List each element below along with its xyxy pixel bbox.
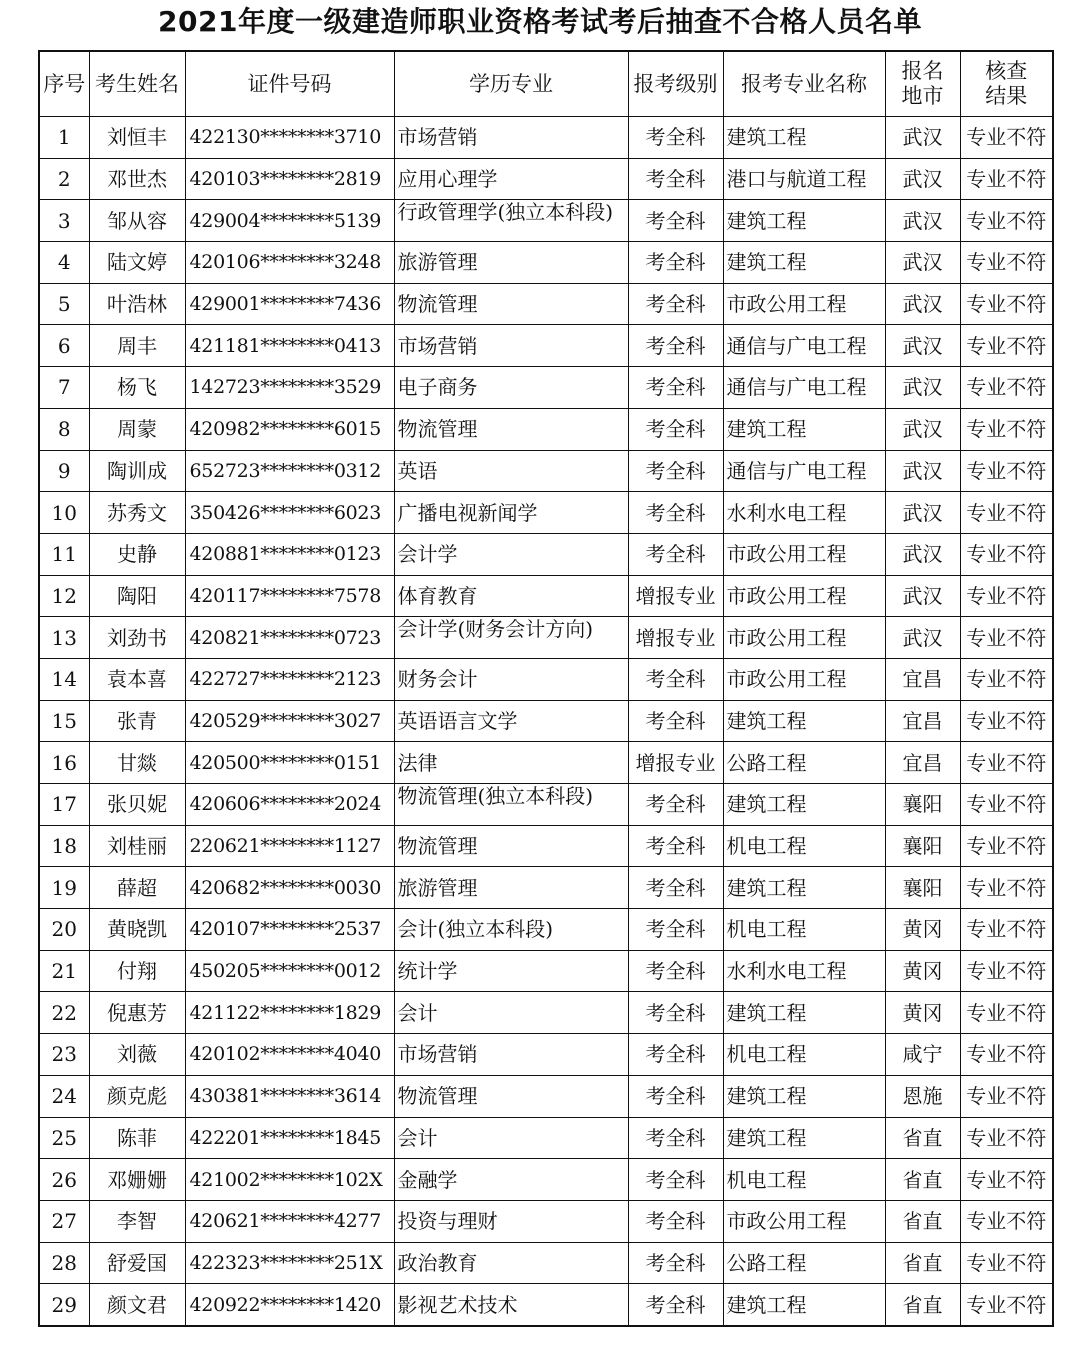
table-row bbox=[39, 575, 1053, 617]
cell-city: 恩施 bbox=[885, 1075, 960, 1117]
cell-id: 420821********0723 bbox=[185, 617, 394, 659]
cell-specialty: 市政公用工程 bbox=[723, 283, 885, 325]
cell-id: 422727********2123 bbox=[185, 658, 394, 700]
cell-city: 黄冈 bbox=[885, 992, 960, 1034]
cell-name: 陈菲 bbox=[89, 1117, 185, 1159]
cell-result: 专业不符 bbox=[960, 1117, 1053, 1159]
cell-education: 应用心理学 bbox=[394, 158, 628, 200]
cell-specialty: 通信与广电工程 bbox=[723, 367, 885, 409]
cell-no: 14 bbox=[39, 658, 89, 700]
table-body bbox=[39, 117, 1053, 1326]
cell-city: 武汉 bbox=[885, 492, 960, 534]
table-row bbox=[39, 1075, 1053, 1117]
table-row bbox=[39, 1034, 1053, 1076]
cell-id: 420881********0123 bbox=[185, 533, 394, 575]
cell-level: 考全科 bbox=[628, 242, 723, 284]
cell-no: 4 bbox=[39, 242, 89, 284]
cell-name: 邓姗姗 bbox=[89, 1159, 185, 1201]
cell-no: 3 bbox=[39, 200, 89, 242]
cell-no: 23 bbox=[39, 1034, 89, 1076]
cell-result: 专业不符 bbox=[960, 700, 1053, 742]
cell-result: 专业不符 bbox=[960, 117, 1053, 159]
cell-no: 6 bbox=[39, 325, 89, 367]
table-row bbox=[39, 325, 1053, 367]
cell-education: 影视艺术技术 bbox=[394, 1284, 628, 1326]
cell-id: 652723********0312 bbox=[185, 450, 394, 492]
cell-id: 420103********2819 bbox=[185, 158, 394, 200]
table-row bbox=[39, 158, 1053, 200]
cell-result: 专业不符 bbox=[960, 742, 1053, 784]
cell-result: 专业不符 bbox=[960, 617, 1053, 659]
cell-no: 27 bbox=[39, 1200, 89, 1242]
cell-education: 物流管理 bbox=[394, 825, 628, 867]
cell-city: 黄冈 bbox=[885, 909, 960, 951]
cell-name: 叶浩林 bbox=[89, 283, 185, 325]
cell-id: 429004********5139 bbox=[185, 200, 394, 242]
table-row bbox=[39, 1200, 1053, 1242]
cell-city: 武汉 bbox=[885, 450, 960, 492]
cell-id: 430381********3614 bbox=[185, 1075, 394, 1117]
cell-city: 宜昌 bbox=[885, 742, 960, 784]
cell-level: 考全科 bbox=[628, 909, 723, 951]
table-row bbox=[39, 283, 1053, 325]
cell-id: 420922********1420 bbox=[185, 1284, 394, 1326]
cell-specialty: 市政公用工程 bbox=[723, 575, 885, 617]
cell-name: 陶阳 bbox=[89, 575, 185, 617]
cell-specialty: 建筑工程 bbox=[723, 200, 885, 242]
table-row bbox=[39, 909, 1053, 951]
cell-specialty: 港口与航道工程 bbox=[723, 158, 885, 200]
cell-level: 考全科 bbox=[628, 1242, 723, 1284]
cell-no: 2 bbox=[39, 158, 89, 200]
cell-specialty: 市政公用工程 bbox=[723, 617, 885, 659]
cell-result: 专业不符 bbox=[960, 909, 1053, 951]
cell-level: 考全科 bbox=[628, 1075, 723, 1117]
cell-city: 咸宁 bbox=[885, 1034, 960, 1076]
cell-education: 旅游管理 bbox=[394, 242, 628, 284]
table-row bbox=[39, 617, 1053, 659]
cell-no: 21 bbox=[39, 950, 89, 992]
cell-specialty: 通信与广电工程 bbox=[723, 450, 885, 492]
results-table bbox=[38, 50, 1054, 1327]
cell-education: 物流管理 bbox=[394, 1075, 628, 1117]
cell-level: 考全科 bbox=[628, 450, 723, 492]
cell-result: 专业不符 bbox=[960, 533, 1053, 575]
cell-result: 专业不符 bbox=[960, 658, 1053, 700]
table-header bbox=[39, 51, 1053, 117]
cell-specialty: 建筑工程 bbox=[723, 242, 885, 284]
cell-level: 考全科 bbox=[628, 992, 723, 1034]
cell-no: 24 bbox=[39, 1075, 89, 1117]
cell-city: 武汉 bbox=[885, 117, 960, 159]
cell-specialty: 建筑工程 bbox=[723, 117, 885, 159]
cell-name: 张贝妮 bbox=[89, 784, 185, 826]
cell-result: 专业不符 bbox=[960, 325, 1053, 367]
table-row bbox=[39, 992, 1053, 1034]
cell-education: 行政管理学(独立本科段) bbox=[394, 200, 628, 242]
cell-result: 专业不符 bbox=[960, 950, 1053, 992]
cell-level: 考全科 bbox=[628, 325, 723, 367]
cell-level: 考全科 bbox=[628, 283, 723, 325]
cell-city: 武汉 bbox=[885, 533, 960, 575]
cell-id: 420982********6015 bbox=[185, 408, 394, 450]
cell-city: 省直 bbox=[885, 1200, 960, 1242]
cell-id: 420621********4277 bbox=[185, 1200, 394, 1242]
table-row bbox=[39, 200, 1053, 242]
cell-name: 刘劲书 bbox=[89, 617, 185, 659]
cell-level: 考全科 bbox=[628, 492, 723, 534]
cell-result: 专业不符 bbox=[960, 867, 1053, 909]
cell-education: 物流管理 bbox=[394, 408, 628, 450]
cell-id: 220621********1127 bbox=[185, 825, 394, 867]
cell-city: 武汉 bbox=[885, 283, 960, 325]
cell-no: 8 bbox=[39, 408, 89, 450]
table-row bbox=[39, 1284, 1053, 1326]
cell-result: 专业不符 bbox=[960, 408, 1053, 450]
cell-no: 28 bbox=[39, 1242, 89, 1284]
page-title: 2021年度一级建造师职业资格考试考后抽查不合格人员名单 bbox=[158, 5, 922, 38]
cell-name: 薛超 bbox=[89, 867, 185, 909]
cell-name: 李智 bbox=[89, 1200, 185, 1242]
cell-result: 专业不符 bbox=[960, 1034, 1053, 1076]
cell-no: 13 bbox=[39, 617, 89, 659]
cell-no: 10 bbox=[39, 492, 89, 534]
cell-name: 刘恒丰 bbox=[89, 117, 185, 159]
cell-name: 邹从容 bbox=[89, 200, 185, 242]
cell-education: 会计 bbox=[394, 992, 628, 1034]
cell-result: 专业不符 bbox=[960, 1075, 1053, 1117]
cell-specialty: 市政公用工程 bbox=[723, 533, 885, 575]
cell-id: 420107********2537 bbox=[185, 909, 394, 951]
table-row bbox=[39, 1159, 1053, 1201]
cell-result: 专业不符 bbox=[960, 450, 1053, 492]
cell-no: 19 bbox=[39, 867, 89, 909]
cell-level: 考全科 bbox=[628, 158, 723, 200]
cell-city: 武汉 bbox=[885, 242, 960, 284]
cell-no: 7 bbox=[39, 367, 89, 409]
cell-city: 黄冈 bbox=[885, 950, 960, 992]
cell-specialty: 建筑工程 bbox=[723, 1284, 885, 1326]
cell-education: 英语 bbox=[394, 450, 628, 492]
cell-level: 考全科 bbox=[628, 825, 723, 867]
cell-city: 武汉 bbox=[885, 200, 960, 242]
cell-education: 政治教育 bbox=[394, 1242, 628, 1284]
cell-level: 考全科 bbox=[628, 533, 723, 575]
cell-specialty: 建筑工程 bbox=[723, 408, 885, 450]
cell-education: 物流管理 bbox=[394, 283, 628, 325]
cell-result: 专业不符 bbox=[960, 575, 1053, 617]
table-row bbox=[39, 533, 1053, 575]
table-row bbox=[39, 700, 1053, 742]
cell-no: 16 bbox=[39, 742, 89, 784]
table-row bbox=[39, 658, 1053, 700]
cell-education: 旅游管理 bbox=[394, 867, 628, 909]
cell-education: 统计学 bbox=[394, 950, 628, 992]
table-row bbox=[39, 784, 1053, 826]
cell-name: 刘薇 bbox=[89, 1034, 185, 1076]
cell-name: 苏秀文 bbox=[89, 492, 185, 534]
table-row bbox=[39, 950, 1053, 992]
cell-specialty: 市政公用工程 bbox=[723, 1200, 885, 1242]
cell-specialty: 建筑工程 bbox=[723, 1075, 885, 1117]
cell-specialty: 建筑工程 bbox=[723, 992, 885, 1034]
cell-id: 420529********3027 bbox=[185, 700, 394, 742]
cell-no: 20 bbox=[39, 909, 89, 951]
cell-name: 史静 bbox=[89, 533, 185, 575]
table-row bbox=[39, 242, 1053, 284]
header-no: 序号 bbox=[39, 51, 89, 117]
cell-result: 专业不符 bbox=[960, 992, 1053, 1034]
cell-level: 考全科 bbox=[628, 867, 723, 909]
cell-level: 增报专业 bbox=[628, 575, 723, 617]
cell-specialty: 机电工程 bbox=[723, 825, 885, 867]
cell-education: 法律 bbox=[394, 742, 628, 784]
cell-no: 18 bbox=[39, 825, 89, 867]
cell-result: 专业不符 bbox=[960, 367, 1053, 409]
header-name: 考生姓名 bbox=[89, 51, 185, 117]
cell-city: 武汉 bbox=[885, 617, 960, 659]
cell-name: 杨飞 bbox=[89, 367, 185, 409]
cell-no: 17 bbox=[39, 784, 89, 826]
cell-level: 考全科 bbox=[628, 117, 723, 159]
cell-no: 29 bbox=[39, 1284, 89, 1326]
cell-id: 420500********0151 bbox=[185, 742, 394, 784]
cell-specialty: 市政公用工程 bbox=[723, 658, 885, 700]
header-row bbox=[39, 51, 1053, 117]
cell-education: 电子商务 bbox=[394, 367, 628, 409]
cell-no: 11 bbox=[39, 533, 89, 575]
cell-name: 甘燚 bbox=[89, 742, 185, 784]
cell-id: 422201********1845 bbox=[185, 1117, 394, 1159]
cell-result: 专业不符 bbox=[960, 825, 1053, 867]
cell-name: 刘桂丽 bbox=[89, 825, 185, 867]
table-row bbox=[39, 825, 1053, 867]
cell-id: 420106********3248 bbox=[185, 242, 394, 284]
cell-name: 陆文婷 bbox=[89, 242, 185, 284]
cell-city: 襄阳 bbox=[885, 784, 960, 826]
table-row bbox=[39, 450, 1053, 492]
cell-result: 专业不符 bbox=[960, 283, 1053, 325]
cell-name: 倪惠芳 bbox=[89, 992, 185, 1034]
cell-city: 武汉 bbox=[885, 367, 960, 409]
cell-level: 增报专业 bbox=[628, 742, 723, 784]
cell-result: 专业不符 bbox=[960, 1242, 1053, 1284]
cell-specialty: 机电工程 bbox=[723, 1034, 885, 1076]
cell-education: 会计学 bbox=[394, 533, 628, 575]
cell-specialty: 公路工程 bbox=[723, 742, 885, 784]
cell-result: 专业不符 bbox=[960, 1159, 1053, 1201]
cell-education: 物流管理(独立本科段) bbox=[394, 784, 628, 826]
cell-level: 考全科 bbox=[628, 1117, 723, 1159]
cell-name: 黄晓凯 bbox=[89, 909, 185, 951]
cell-result: 专业不符 bbox=[960, 1200, 1053, 1242]
cell-education: 会计 bbox=[394, 1117, 628, 1159]
cell-level: 考全科 bbox=[628, 1034, 723, 1076]
cell-id: 421002********102X bbox=[185, 1159, 394, 1201]
cell-education: 广播电视新闻学 bbox=[394, 492, 628, 534]
cell-specialty: 机电工程 bbox=[723, 1159, 885, 1201]
cell-id: 422130********3710 bbox=[185, 117, 394, 159]
cell-city: 省直 bbox=[885, 1159, 960, 1201]
table-row bbox=[39, 367, 1053, 409]
cell-id: 450205********0012 bbox=[185, 950, 394, 992]
cell-level: 增报专业 bbox=[628, 617, 723, 659]
cell-no: 9 bbox=[39, 450, 89, 492]
table-row bbox=[39, 408, 1053, 450]
cell-specialty: 水利水电工程 bbox=[723, 950, 885, 992]
table-row bbox=[39, 1117, 1053, 1159]
header-result: 核查结果 bbox=[960, 51, 1053, 117]
cell-city: 武汉 bbox=[885, 325, 960, 367]
cell-result: 专业不符 bbox=[960, 784, 1053, 826]
table-row bbox=[39, 1242, 1053, 1284]
cell-education: 会计(独立本科段) bbox=[394, 909, 628, 951]
cell-city: 襄阳 bbox=[885, 825, 960, 867]
cell-level: 考全科 bbox=[628, 784, 723, 826]
cell-result: 专业不符 bbox=[960, 200, 1053, 242]
cell-id: 429001********7436 bbox=[185, 283, 394, 325]
cell-level: 考全科 bbox=[628, 367, 723, 409]
cell-name: 周丰 bbox=[89, 325, 185, 367]
cell-name: 舒爱国 bbox=[89, 1242, 185, 1284]
cell-name: 陶训成 bbox=[89, 450, 185, 492]
cell-level: 考全科 bbox=[628, 1200, 723, 1242]
cell-education: 市场营销 bbox=[394, 1034, 628, 1076]
cell-city: 宜昌 bbox=[885, 700, 960, 742]
cell-specialty: 公路工程 bbox=[723, 1242, 885, 1284]
cell-specialty: 建筑工程 bbox=[723, 867, 885, 909]
cell-no: 26 bbox=[39, 1159, 89, 1201]
cell-specialty: 建筑工程 bbox=[723, 784, 885, 826]
cell-result: 专业不符 bbox=[960, 242, 1053, 284]
cell-id: 420606********2024 bbox=[185, 784, 394, 826]
cell-education: 投资与理财 bbox=[394, 1200, 628, 1242]
cell-level: 考全科 bbox=[628, 1284, 723, 1326]
cell-city: 武汉 bbox=[885, 575, 960, 617]
table-row bbox=[39, 867, 1053, 909]
cell-city: 襄阳 bbox=[885, 867, 960, 909]
cell-id: 350426********6023 bbox=[185, 492, 394, 534]
cell-city: 省直 bbox=[885, 1284, 960, 1326]
cell-id: 420117********7578 bbox=[185, 575, 394, 617]
cell-education: 金融学 bbox=[394, 1159, 628, 1201]
cell-level: 考全科 bbox=[628, 200, 723, 242]
cell-level: 考全科 bbox=[628, 950, 723, 992]
cell-city: 宜昌 bbox=[885, 658, 960, 700]
cell-specialty: 建筑工程 bbox=[723, 1117, 885, 1159]
cell-specialty: 建筑工程 bbox=[723, 700, 885, 742]
cell-no: 22 bbox=[39, 992, 89, 1034]
cell-name: 张青 bbox=[89, 700, 185, 742]
cell-id: 420682********0030 bbox=[185, 867, 394, 909]
cell-name: 袁本喜 bbox=[89, 658, 185, 700]
cell-education: 英语语言文学 bbox=[394, 700, 628, 742]
cell-specialty: 通信与广电工程 bbox=[723, 325, 885, 367]
cell-name: 付翔 bbox=[89, 950, 185, 992]
cell-id: 422323********251X bbox=[185, 1242, 394, 1284]
cell-specialty: 机电工程 bbox=[723, 909, 885, 951]
cell-name: 颜克彪 bbox=[89, 1075, 185, 1117]
header-city: 报名地市 bbox=[885, 51, 960, 117]
header-id: 证件号码 bbox=[185, 51, 394, 117]
cell-education: 会计学(财务会计方向) bbox=[394, 617, 628, 659]
cell-education: 市场营销 bbox=[394, 325, 628, 367]
cell-specialty: 水利水电工程 bbox=[723, 492, 885, 534]
cell-result: 专业不符 bbox=[960, 492, 1053, 534]
cell-city: 省直 bbox=[885, 1117, 960, 1159]
cell-result: 专业不符 bbox=[960, 158, 1053, 200]
table-row bbox=[39, 742, 1053, 784]
cell-id: 142723********3529 bbox=[185, 367, 394, 409]
cell-education: 体育教育 bbox=[394, 575, 628, 617]
header-specialty: 报考专业名称 bbox=[723, 51, 885, 117]
cell-name: 颜文君 bbox=[89, 1284, 185, 1326]
cell-level: 考全科 bbox=[628, 700, 723, 742]
cell-no: 15 bbox=[39, 700, 89, 742]
cell-name: 邓世杰 bbox=[89, 158, 185, 200]
cell-city: 省直 bbox=[885, 1242, 960, 1284]
cell-no: 12 bbox=[39, 575, 89, 617]
table-row bbox=[39, 117, 1053, 159]
cell-level: 考全科 bbox=[628, 658, 723, 700]
cell-city: 武汉 bbox=[885, 158, 960, 200]
header-education: 学历专业 bbox=[394, 51, 628, 117]
cell-education: 市场营销 bbox=[394, 117, 628, 159]
cell-name: 周蒙 bbox=[89, 408, 185, 450]
cell-id: 421122********1829 bbox=[185, 992, 394, 1034]
cell-no: 1 bbox=[39, 117, 89, 159]
table-row bbox=[39, 492, 1053, 534]
cell-education: 财务会计 bbox=[394, 658, 628, 700]
cell-no: 25 bbox=[39, 1117, 89, 1159]
cell-level: 考全科 bbox=[628, 408, 723, 450]
cell-city: 武汉 bbox=[885, 408, 960, 450]
cell-id: 421181********0413 bbox=[185, 325, 394, 367]
cell-result: 专业不符 bbox=[960, 1284, 1053, 1326]
cell-level: 考全科 bbox=[628, 1159, 723, 1201]
cell-id: 420102********4040 bbox=[185, 1034, 394, 1076]
cell-no: 5 bbox=[39, 283, 89, 325]
header-level: 报考级别 bbox=[628, 51, 723, 117]
